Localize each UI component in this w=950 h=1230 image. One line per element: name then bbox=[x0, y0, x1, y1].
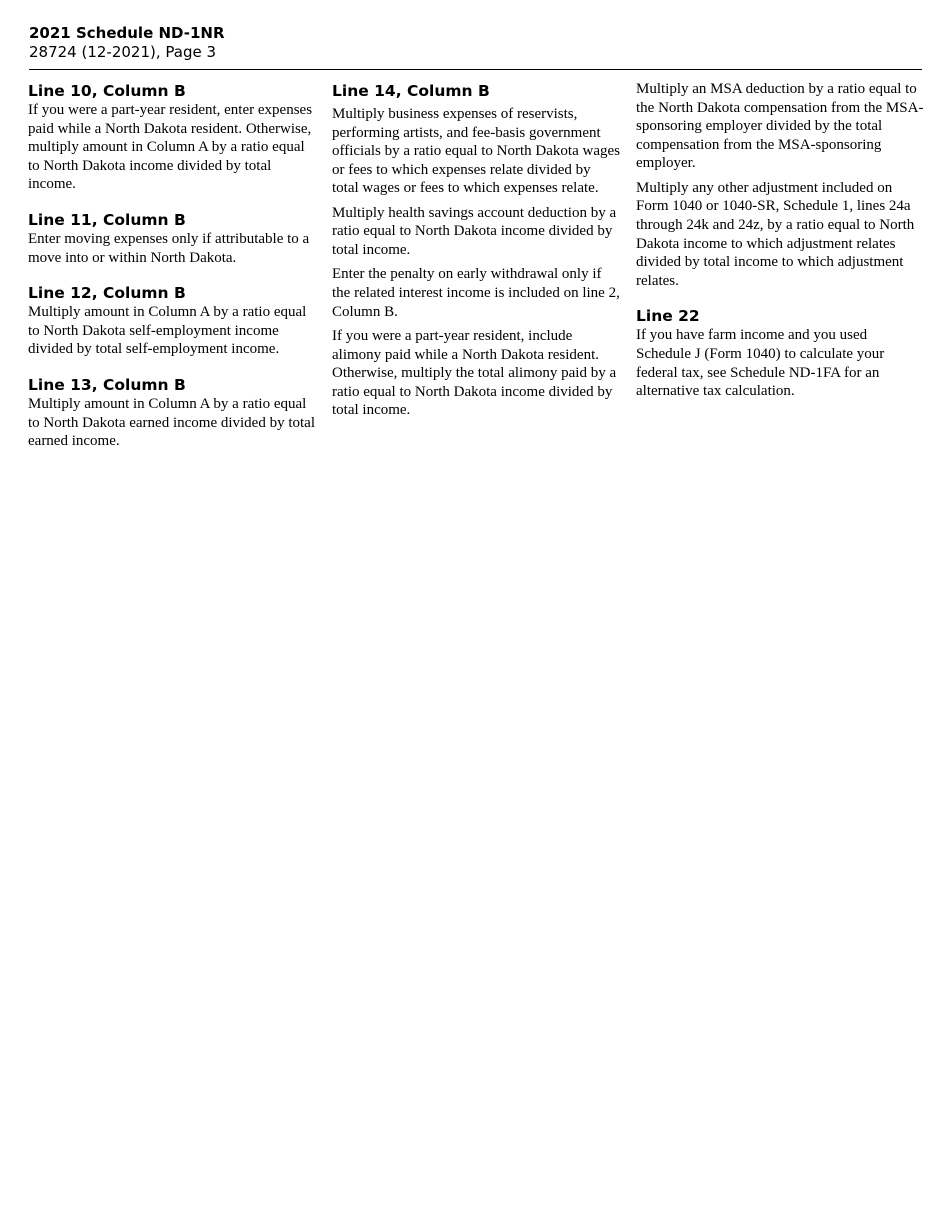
column-left bbox=[28, 80, 316, 466]
section-paragraph: Multiply amount in Column A by a ratio equal to North Dakota earned income divided by total earned income. bbox=[28, 395, 315, 450]
section-paragraph: Enter the penalty on early withdrawal only if the related interest income is included on line 2, Column B. bbox=[332, 266, 620, 320]
section-paragraph: Multiply an MSA deduction by a ratio equal to the North Dakota compensation from the MSA-sponsoring employer divided by the total compensation from the MSA-sponsoring employer. bbox=[636, 81, 924, 172]
section-line-14-continued bbox=[636, 80, 924, 290]
form-title: 2021 Schedule ND-1NR bbox=[29, 24, 225, 42]
section-paragraph: Multiply any other adjustment included on Form 1040 or 1040-SR, Schedule 1, lines 24a through 24k and 24z, by a ratio equal to North Dakota income to which adjustment relates divided by total income to which adjustment relates. bbox=[636, 179, 915, 289]
page-header bbox=[29, 24, 225, 62]
section-line-12 bbox=[28, 282, 316, 359]
section-line-11 bbox=[28, 209, 316, 267]
column-middle bbox=[332, 80, 620, 435]
form-subtitle: 28724 (12-2021), Page 3 bbox=[29, 43, 217, 61]
section-paragraph: Multiply amount in Column A by a ratio equal to North Dakota self-employment income divided by total self-employment income. bbox=[28, 304, 307, 358]
section-paragraph: If you were a part-year resident, include alimony paid while a North Dakota resident. Otherwise, multiply the total alimony paid by a ratio equal to North Dakota income divided by total income. bbox=[332, 327, 617, 419]
section-line-10 bbox=[28, 80, 316, 194]
section-heading: Line 12, Column B bbox=[28, 284, 186, 303]
section-paragraph: If you have farm income and you used Schedule J (Form 1040) to calculate your federal tax, see Schedule ND-1FA for an alternative tax calculation. bbox=[636, 327, 885, 400]
section-line-22 bbox=[636, 305, 924, 400]
section-paragraph: Multiply health savings account deduction by a ratio equal to North Dakota income divided by total income. bbox=[332, 204, 617, 258]
section-line-14 bbox=[332, 80, 620, 420]
section-paragraph: Multiply business expenses of reservists, performing artists, and fee-basis government officials by a ratio equal to North Dakota wages or fees to which expenses relate divided by total wages or fees to which expenses relate. bbox=[332, 106, 620, 197]
section-heading: Line 10, Column B bbox=[28, 82, 186, 100]
section-paragraph: If you were a part-year resident, enter expenses paid while a North Dakota resident. Otherwise, multiply amount in Column A by a ratio equal to North Dakota income divided by total income. bbox=[28, 102, 313, 193]
section-paragraph: Enter moving expenses only if attributable to a move into or within North Dakota. bbox=[28, 230, 310, 266]
section-heading: Line 22 bbox=[636, 307, 700, 326]
column-right bbox=[636, 80, 924, 416]
header-divider bbox=[29, 69, 922, 70]
section-heading: Line 14, Column B bbox=[332, 82, 490, 100]
section-line-13 bbox=[28, 374, 316, 451]
section-heading: Line 11, Column B bbox=[28, 210, 186, 229]
section-heading: Line 13, Column B bbox=[28, 375, 186, 394]
